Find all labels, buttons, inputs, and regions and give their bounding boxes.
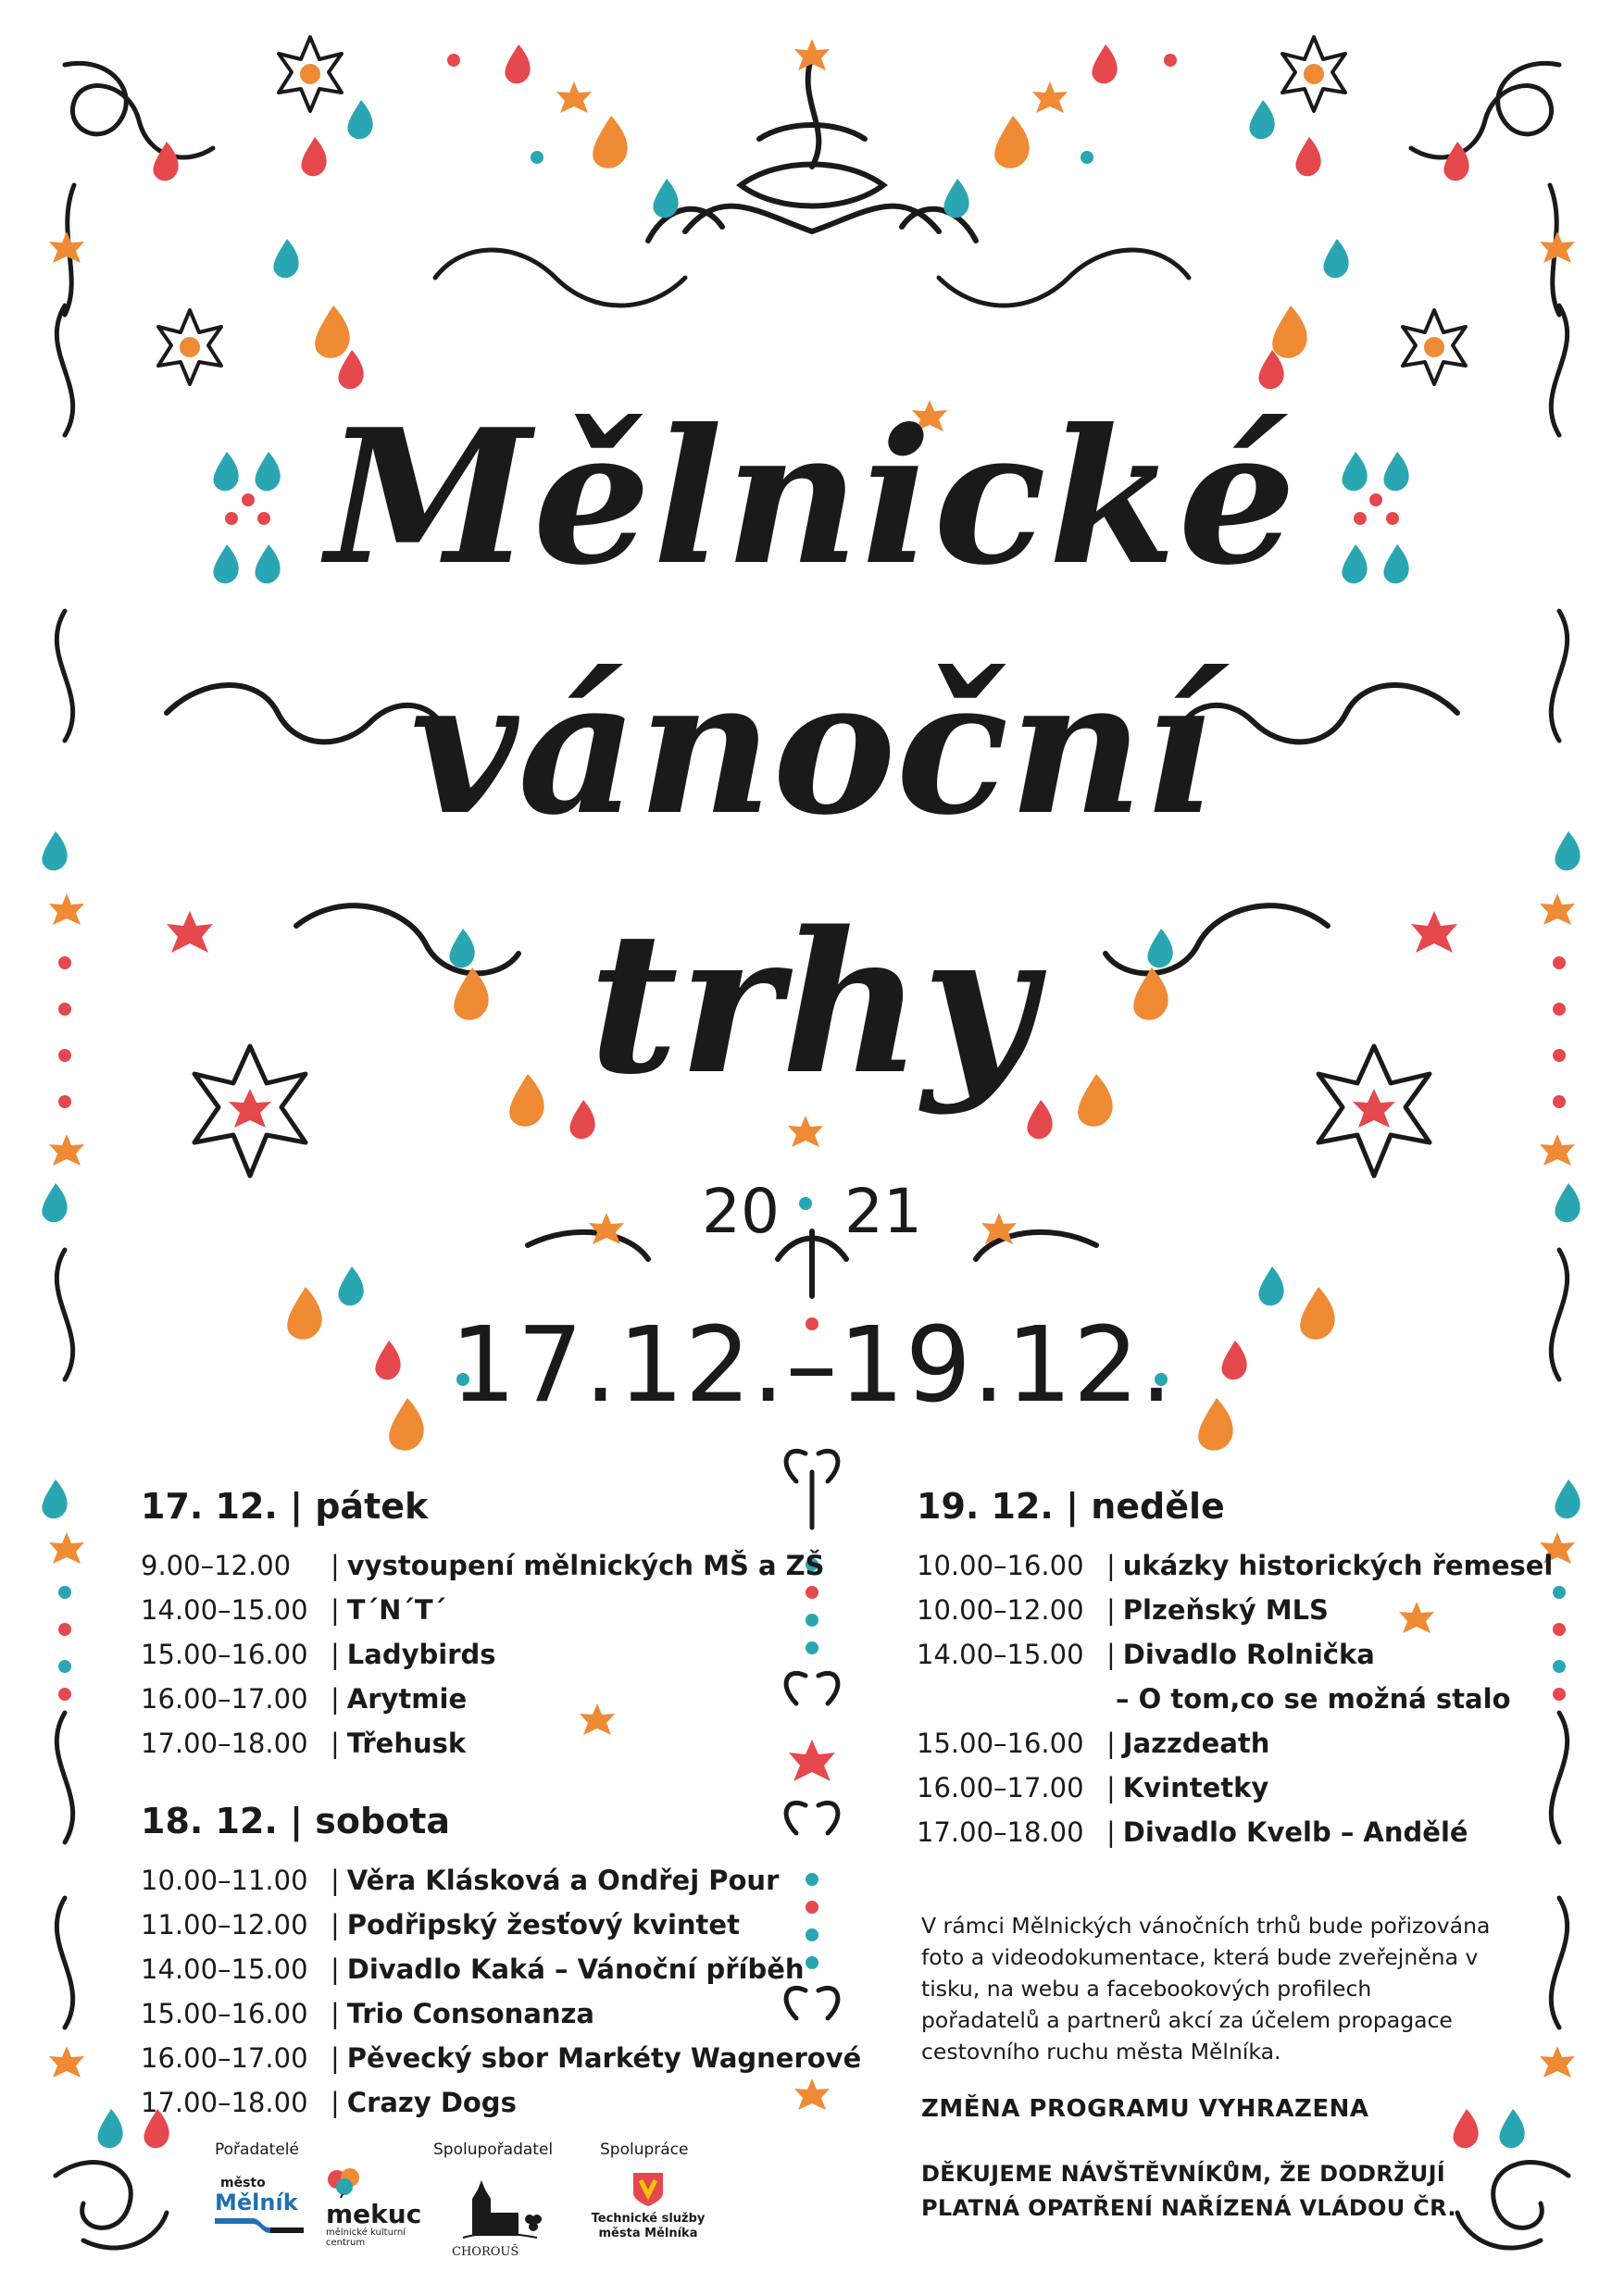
slot-time: 16.00–17.00 [917, 1772, 1084, 1803]
title-line-3: trhy [588, 889, 1036, 1117]
cooperation-caption: Spolupráce [600, 2140, 689, 2159]
slot-time: 15.00–16.00 [917, 1728, 1084, 1759]
slot-time: 14.00–15.00 [917, 1639, 1084, 1670]
ts-logo-line1: Technické služby [591, 2212, 706, 2226]
slot-act: Plzeňský MLS [1122, 1594, 1329, 1626]
thanks-notice [921, 2157, 1456, 2226]
row-divider: | [331, 1728, 340, 1759]
chorous-logo-name: CHOROUŠ [452, 2245, 519, 2259]
slot-time: 11.00–12.00 [141, 1909, 308, 1940]
thanks-line-1: DĚKUJEME NÁVŠTĚVNÍKŮM, ŽE DODRŽUJÍ [921, 2161, 1446, 2187]
slot-act: – O tom,co se možná stalo [1116, 1683, 1511, 1715]
ts-shield-icon [631, 2171, 665, 2208]
slot-act: Trio Consonanza [346, 1998, 594, 2029]
schedule-row [917, 1543, 1553, 1588]
schedule-row [141, 1543, 825, 1588]
slot-time: 10.00–12.00 [917, 1594, 1084, 1626]
slot-time: 10.00–16.00 [917, 1550, 1084, 1581]
schedule-row-continuation [917, 1677, 1553, 1721]
slot-time: 16.00–17.00 [141, 1683, 308, 1715]
slot-act: vystoupení mělnických MŠ a ZŠ [346, 1550, 825, 1581]
thanks-line-2: PLATNÁ OPATŘENÍ NAŘÍZENÁ VLÁDOU ČR. [921, 2195, 1456, 2221]
row-divider: | [331, 1550, 340, 1581]
slot-act: Kvintetky [1122, 1772, 1269, 1803]
row-divider: | [331, 2042, 340, 2074]
row-divider: | [1106, 1594, 1116, 1626]
slot-act: ukázky historických řemesel [1122, 1550, 1554, 1581]
slot-act: Divadlo Rolnička [1122, 1639, 1375, 1670]
row-divider: | [1106, 1728, 1116, 1759]
slot-act: Jazzdeath [1122, 1728, 1270, 1759]
year [0, 1176, 1624, 1247]
mekuc-logo-name: mekuc [326, 2199, 422, 2229]
slot-time: 14.00–15.00 [141, 1594, 308, 1626]
slot-act: Podřipský žesťový kvintet [346, 1909, 740, 1940]
slot-act: Divadlo Kvelb – Andělé [1122, 1816, 1468, 1848]
slot-act: Divadlo Kaká – Vánoční příběh [346, 1953, 805, 1985]
schedule-row [917, 1588, 1553, 1632]
mekuc-logo [326, 2166, 422, 2259]
day-heading-date: 18. 12. [141, 1801, 278, 1841]
schedule-sunday [917, 1486, 1553, 1854]
slot-time [917, 1677, 1116, 1721]
slot-time: 17.00–18.00 [917, 1816, 1084, 1848]
melnik-logo-small: město [220, 2176, 266, 2190]
program-change-notice: ZMĚNA PROGRAMU VYHRAZENA [921, 2095, 1369, 2123]
melnik-logo [215, 2176, 317, 2250]
slot-time: 10.00–11.00 [141, 1865, 308, 1896]
slot-time: 17.00–18.00 [141, 2087, 308, 2118]
melnik-logo-name: Mělník [215, 2190, 298, 2215]
schedule-row [141, 1947, 861, 1991]
row-divider: | [331, 1998, 340, 2029]
day-heading [917, 1486, 1553, 1527]
schedule-row [141, 1858, 861, 1903]
organizers-caption: Pořadatelé [215, 2140, 299, 2159]
technical-services-logo [583, 2171, 713, 2264]
schedule-row [141, 2080, 861, 2125]
row-divider: | [1106, 1550, 1116, 1581]
row-divider: | [1106, 1816, 1116, 1848]
schedule-row [917, 1766, 1553, 1810]
schedule-row [917, 1810, 1553, 1854]
title-line-2: vánoční [410, 639, 1214, 856]
slot-time: 9.00–12.00 [141, 1550, 292, 1581]
melnik-wave-icon [215, 2215, 304, 2235]
chorous-castle-icon [444, 2171, 546, 2245]
slot-act: Arytmie [346, 1683, 468, 1715]
documentation-notice: V rámci Mělnických vánočních trhů bude pořizována foto a videodokumentace, která bude zveřejněna v tisku, na webu a facebookových profilech pořadatelů a partnerů akcí za účelem propagace cestovního ruchu města Mělníka. [921, 1913, 1491, 2065]
row-divider: | [331, 1594, 340, 1626]
slot-time: 15.00–16.00 [141, 1998, 308, 2029]
slot-time: 14.00–15.00 [141, 1953, 308, 1985]
event-dates: 17.12.–19.12. [450, 1305, 1174, 1426]
slot-time: 16.00–17.00 [141, 2042, 308, 2074]
day-heading-divider: | [290, 1801, 316, 1841]
day-heading-name: neděle [1091, 1486, 1225, 1527]
coorganizer-caption: Spolupořadatel [433, 2140, 554, 2159]
row-divider: | [331, 1683, 340, 1715]
schedule-row [141, 1632, 825, 1677]
day-heading-divider: | [1066, 1486, 1092, 1527]
day-heading-divider: | [290, 1486, 316, 1527]
schedule-row [141, 1721, 825, 1766]
schedule-saturday [141, 1801, 861, 2125]
mekuc-logo-sub2: centrum [326, 2238, 366, 2248]
day-heading-date: 19. 12. [917, 1486, 1054, 1527]
row-divider: | [331, 2087, 340, 2118]
slot-act: Ladybirds [346, 1639, 496, 1670]
schedule-row [141, 1903, 861, 1947]
chorous-logo [444, 2171, 546, 2264]
slot-act: Věra Klásková a Ondřej Pour [346, 1865, 780, 1896]
day-heading-name: sobota [315, 1801, 451, 1841]
schedule-row [141, 1677, 825, 1721]
slot-time: 17.00–18.00 [141, 1728, 308, 1759]
schedule-friday [141, 1486, 825, 1766]
slot-act: Crazy Dogs [346, 2087, 517, 2118]
year-part-1: 20 [702, 1176, 780, 1247]
day-heading [141, 1801, 861, 1841]
day-heading-name: pátek [315, 1486, 429, 1527]
row-divider: | [1106, 1639, 1116, 1670]
day-heading-date: 17. 12. [141, 1486, 278, 1527]
slot-act: Pěvecký sbor Markéty Wagnerové [346, 2042, 862, 2074]
schedule-row [141, 1588, 825, 1632]
row-divider: | [331, 1909, 340, 1940]
title-line-1: Mělnické [326, 389, 1298, 606]
slot-time: 15.00–16.00 [141, 1639, 308, 1670]
row-divider: | [331, 1639, 340, 1670]
row-divider: | [331, 1865, 340, 1896]
mekuc-logo-sub1: mělnické kulturní [326, 2227, 406, 2238]
schedule-row [917, 1632, 1553, 1677]
schedule-row [141, 2036, 861, 2080]
slot-act: Třehusk [346, 1728, 467, 1759]
slot-act: T´N´T´ [346, 1594, 447, 1626]
row-divider: | [331, 1953, 340, 1985]
year-part-2: 21 [844, 1176, 922, 1247]
day-heading [141, 1486, 825, 1527]
schedule-row [141, 1991, 861, 2036]
row-divider: | [1106, 1772, 1116, 1803]
mekuc-balloon-icon [326, 2166, 363, 2198]
schedule-row [917, 1721, 1553, 1766]
ts-logo-line2: města Mělníka [598, 2227, 698, 2240]
